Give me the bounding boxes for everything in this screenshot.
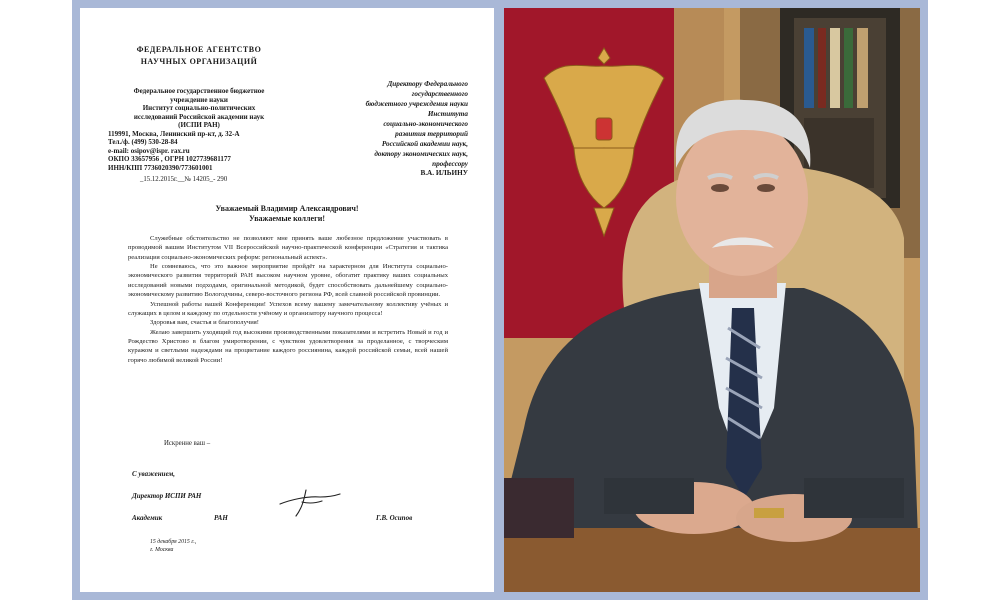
addressee-block	[318, 80, 468, 179]
addressee-line: развития территорий	[395, 129, 468, 138]
signature-rank: РАН	[214, 514, 228, 522]
portrait-photo	[504, 8, 920, 592]
signature-title: Директор ИСПИ РАН	[132, 492, 202, 500]
address-line: Тел./ф. (499) 530-28-84	[108, 138, 178, 147]
outgoing-number: _15.12.2015г.__№ 14205_- 290	[140, 176, 228, 183]
agency-line: ФЕДЕРАЛЬНОЕ АГЕНТСТВО	[136, 45, 262, 54]
addressee-line: Института	[427, 109, 468, 118]
institute-line: исследований Российской академии наук	[133, 112, 265, 121]
signature-academic: Академик	[132, 514, 163, 522]
agency-name	[94, 44, 304, 67]
greeting-line: Уважаемые коллеги!	[249, 214, 325, 224]
address-line: ОКПО 33657956 , ОГРН 1027739681177	[108, 155, 231, 164]
addressee-line: бюджетного учреждения науки	[365, 99, 468, 108]
institute-name	[94, 87, 304, 130]
address-line: 119991, Москва, Ленинский пр-кт, д. 32-А	[108, 129, 240, 138]
agency-line: НАУЧНЫХ ОРГАНИЗАЦИЙ	[140, 56, 258, 66]
body-paragraph: Здоровья вам, счастья и благополучия!	[150, 319, 259, 327]
addressee-line: доктору экономических наук,	[374, 149, 468, 158]
institute-line: Институт социально-политических	[142, 104, 256, 113]
addressee-name: В.А. ИЛЬИНУ	[420, 169, 468, 178]
body-paragraph: Служебные обстоятельство не позволяют мне принять ваше любезное предложение участвовать в проводимой вашим Институтом VII Всероссийской научно-практической конференции «Стратегия и тактика реализация социально-экономических реформ: региональный аспект».	[128, 235, 448, 261]
body-paragraph: Желаю завершить уходящий год высокими производственными показателями и встретить Новый и год и Рождество Христово в благом умиротворении, с чувством удовлетворения за проделанное, с творческим куражом и светлыми надеждами на процветание каждого россиянина, каждой российской семьи, всей нашей горячо любимой великой России!	[128, 328, 448, 364]
institute-line: (ИСПИ РАН)	[178, 121, 220, 130]
institute-address	[94, 130, 304, 173]
letter-body	[128, 234, 448, 365]
place-line: г. Москва	[150, 547, 174, 554]
addressee-line: Российской академии наук,	[381, 139, 468, 148]
addressee-line: государственного	[411, 89, 468, 98]
portrait-illustration	[504, 8, 920, 592]
address-line: ИНН/КПП 7736020390/773601001	[108, 163, 213, 172]
institute-line: Федеральное государственное бюджетное	[133, 87, 265, 96]
addressee-line: Директору Федерального	[387, 80, 468, 88]
signature-name: Г.В. Осипов	[376, 514, 413, 522]
address-line: e-mail: osipov@ispr. rax.ru	[108, 146, 190, 155]
date-line: 15 декабря 2015 г.,	[150, 539, 197, 545]
closing-line: Искренне ваш –	[164, 440, 211, 447]
greeting-line: Уважаемый Владимир Александрович!	[215, 204, 359, 213]
signature-respect: С уважением,	[132, 470, 176, 478]
institute-line: учреждение науки	[170, 95, 228, 104]
handwritten-signature	[276, 486, 346, 520]
body-paragraph: Не сомневаюсь, что это важное мероприятие пройдёт на характерном для Института социально-экономического развития территорий РАН высоком научном уровне, обогатит практику ваших социальных исследований новыми подходами, оригинальной методикой, будет способствовать дальнейшему социально-экономическому развитию Вологодчины, северо-восточного региона РФ, всей славной российской провинции.	[128, 263, 448, 299]
body-paragraph: Успешной работы вашей Конференции! Успехов всему вашему замечательному коллективу учёных и служащих в целом и каждому по отдельности учёному и организатору научного процесса!	[128, 300, 448, 317]
addressee-line: профессору	[432, 159, 468, 168]
letterhead	[94, 44, 304, 173]
addressee-line: социально-экономического	[383, 119, 468, 128]
greeting	[80, 204, 494, 225]
letter-document	[80, 8, 494, 592]
signature-date	[150, 538, 196, 554]
